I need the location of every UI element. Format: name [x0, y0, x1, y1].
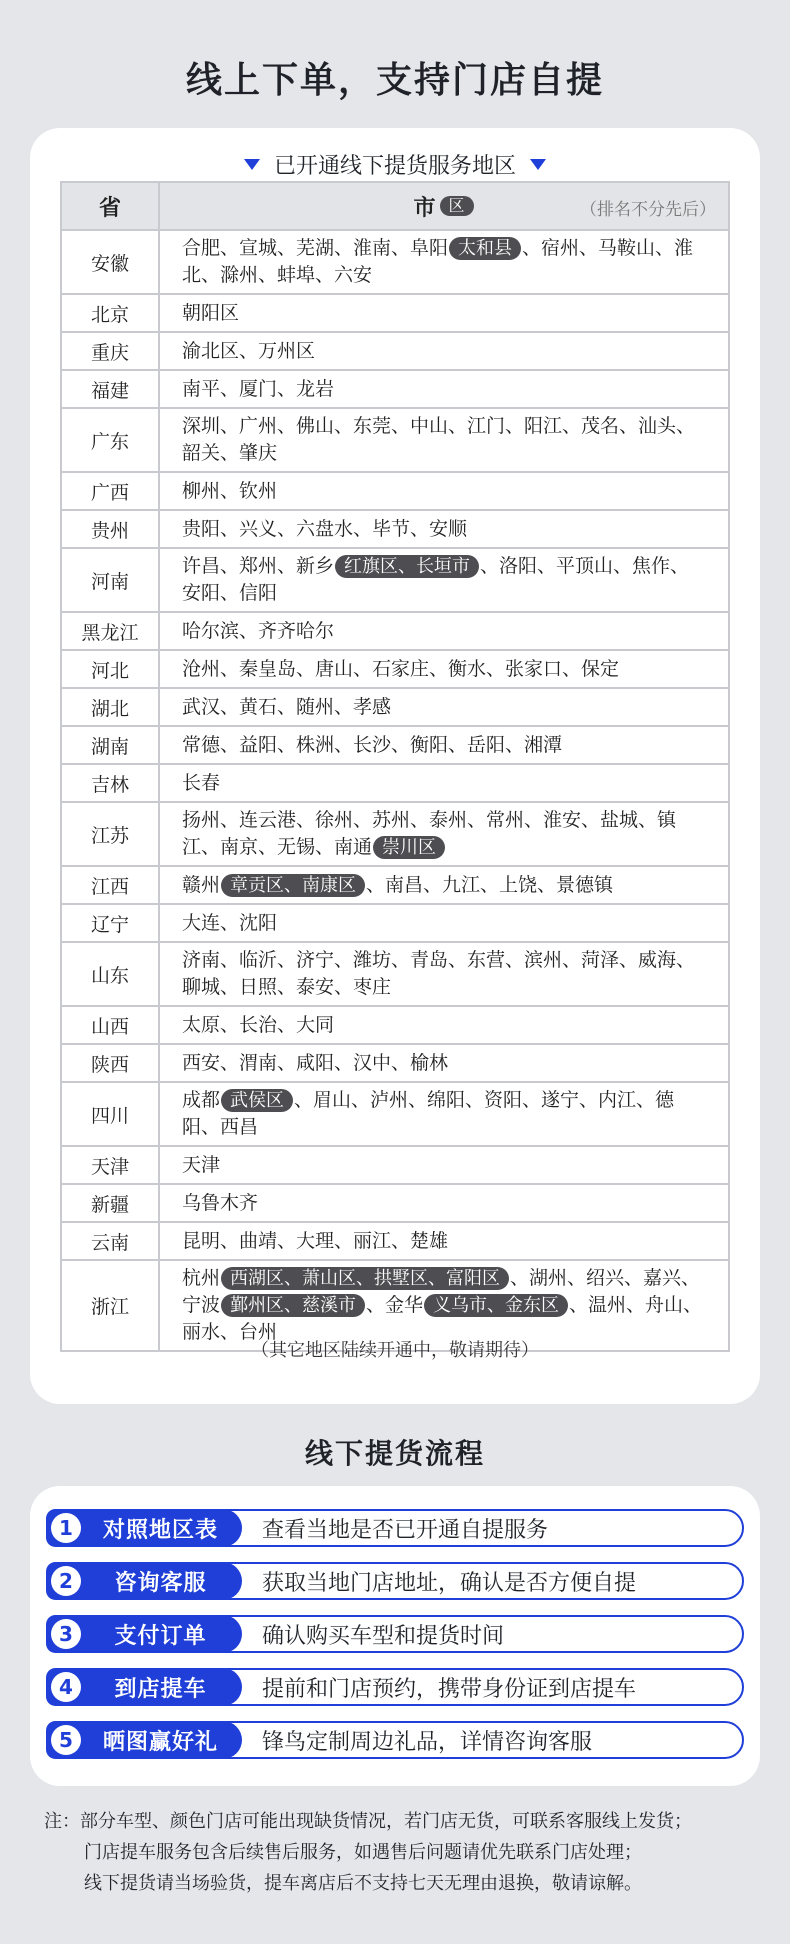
step-number: 2: [51, 1566, 81, 1596]
cities-cell: [159, 904, 729, 942]
cities-cell: [159, 510, 729, 548]
province-cell: 河北: [61, 650, 159, 688]
table-row: [61, 548, 729, 612]
process-step: [46, 1721, 744, 1759]
district-tag: 武侯区: [221, 1089, 293, 1112]
province-cell: 湖南: [61, 726, 159, 764]
province-cell: 北京: [61, 294, 159, 332]
district-tag: 义乌市、金东区: [424, 1294, 568, 1317]
step-number: 5: [51, 1725, 81, 1755]
province-cell: 广西: [61, 472, 159, 510]
table-row: [61, 1222, 729, 1260]
city-list-text: 常德、益阳、株洲、长沙、衡阳、岳阳、湘潭: [182, 733, 563, 756]
district-tag: 西湖区、萧山区、拱墅区、富阳区: [221, 1267, 509, 1290]
column-header-city-label: 市: [413, 195, 436, 221]
regions-table: [60, 181, 730, 1352]
city-list-text: 、温州、舟山、丽水、台州: [182, 1294, 703, 1343]
city-list-text: 、南昌、九江、上饶、景德镇: [366, 873, 614, 896]
cities-cell: [159, 230, 729, 294]
city-list-text: 武汉、黄石、随州、孝感: [182, 695, 392, 718]
province-cell: 安徽: [61, 230, 159, 294]
step-description: 提前和门店预约，携带身份证到店提车: [262, 1676, 637, 1702]
province-cell: 贵州: [61, 510, 159, 548]
city-list-text: 太原、长治、大同: [182, 1013, 335, 1036]
cities-cell: [159, 1044, 729, 1082]
step-description: 查看当地是否已开通自提服务: [262, 1517, 549, 1543]
city-list-text: 西安、渭南、咸阳、汉中、榆林: [182, 1051, 449, 1074]
province-cell: 江苏: [61, 802, 159, 866]
cities-cell: [159, 726, 729, 764]
province-cell: 新疆: [61, 1184, 159, 1222]
city-list-text: 成都: [182, 1089, 221, 1111]
process-step: [46, 1509, 744, 1547]
province-cell: 天津: [61, 1146, 159, 1184]
table-row: [61, 1006, 729, 1044]
district-tag: 章贡区、南康区: [221, 874, 365, 897]
table-row: [61, 688, 729, 726]
step-number: 4: [51, 1672, 81, 1702]
cities-cell: [159, 472, 729, 510]
province-cell: 浙江: [61, 1260, 159, 1351]
province-cell: 山东: [61, 942, 159, 1006]
cities-cell: [159, 1082, 729, 1146]
province-cell: 湖北: [61, 688, 159, 726]
regions-header: [30, 144, 760, 184]
province-cell: 陕西: [61, 1044, 159, 1082]
city-list-text: 天津: [182, 1153, 221, 1176]
city-list-text: 、眉山、泸州、绵阳、资阳、遂宁、内江、德阳、西昌: [182, 1089, 675, 1138]
city-list-text: 、金华: [366, 1294, 424, 1316]
city-list-text: 哈尔滨、齐齐哈尔: [182, 619, 335, 642]
city-list-text: 柳州、钦州: [182, 479, 278, 502]
cities-cell: [159, 688, 729, 726]
province-cell: 重庆: [61, 332, 159, 370]
regions-table-body: [61, 230, 729, 1351]
process-title: 线下提货流程: [304, 1437, 485, 1470]
table-row: [61, 1184, 729, 1222]
step-label: 支付订单: [114, 1623, 207, 1649]
order-note: （排名不分先后）: [580, 200, 716, 220]
table-row: [61, 650, 729, 688]
province-cell: 山西: [61, 1006, 159, 1044]
table-row: [61, 764, 729, 802]
province-cell: 吉林: [61, 764, 159, 802]
cities-cell: [159, 332, 729, 370]
step-tag: [46, 1721, 242, 1759]
cities-cell: [159, 370, 729, 408]
table-row: [61, 294, 729, 332]
step-tag: [46, 1562, 242, 1600]
table-row: [61, 332, 729, 370]
city-list-text: 沧州、秦皇岛、唐山、石家庄、衡水、张家口、保定: [182, 657, 620, 680]
district-tag: 崇川区: [373, 836, 445, 859]
step-label: 晒图赢好礼: [102, 1729, 218, 1755]
city-list-text: 昆明、曲靖、大理、丽江、楚雄: [182, 1229, 449, 1252]
step-description: 锋鸟定制周边礼品，详情咨询客服: [262, 1729, 593, 1755]
regions-card: [30, 128, 760, 1404]
table-row: [61, 370, 729, 408]
district-tag: 红旗区、长垣市: [335, 555, 479, 578]
district-tag: 鄞州区、慈溪市: [221, 1294, 365, 1317]
city-list-text: 济南、临沂、济宁、潍坊、青岛、东营、滨州、菏泽、威海、聊城、日照、泰安、枣庄: [182, 949, 696, 998]
note-line: 门店提车服务包含后续售后服务，如遇售后问题请优先联系门店处理；: [84, 1842, 642, 1863]
province-cell: 辽宁: [61, 904, 159, 942]
regions-footnote: （其它地区陆续开通中，敬请期待）: [251, 1340, 539, 1361]
city-list-text: 合肥、宣城、芜湖、淮南、阜阳: [182, 237, 449, 259]
city-list-text: 许昌、郑州、新乡: [182, 555, 335, 577]
city-list-text: 大连、沈阳: [182, 911, 278, 934]
table-row: [61, 904, 729, 942]
province-cell: 江西: [61, 866, 159, 904]
province-cell: 云南: [61, 1222, 159, 1260]
city-list-text: 渝北区、万州区: [182, 339, 316, 362]
process-card: [30, 1486, 760, 1786]
cities-cell: [159, 1184, 729, 1222]
table-row: [61, 802, 729, 866]
city-list-text: 朝阳区: [182, 301, 240, 324]
city-list-text: 、洛阳、平顶山、焦作、安阳、信阳: [182, 555, 690, 604]
city-list-text: 乌鲁木齐: [182, 1191, 259, 1214]
cities-cell: [159, 650, 729, 688]
city-list-text: 扬州、连云港、徐州、苏州、泰州、常州、淮安、盐城、镇江、南京、无锡、南通: [182, 809, 677, 858]
column-header-province: 省: [61, 182, 159, 230]
process-step: [46, 1668, 744, 1706]
step-number: 3: [51, 1619, 81, 1649]
province-cell: 福建: [61, 370, 159, 408]
province-cell: 广东: [61, 408, 159, 472]
cities-cell: [159, 1146, 729, 1184]
cities-cell: [159, 612, 729, 650]
city-list-text: 杭州: [182, 1267, 221, 1289]
note-line: 线下提货请当场验货，提车离店后不支持七天无理由退换，敬请谅解。: [84, 1873, 642, 1894]
triangle-down-icon: [244, 159, 260, 170]
step-tag: [46, 1509, 242, 1547]
table-row: [61, 408, 729, 472]
page-title: 线上下单，支持门店自提: [185, 60, 604, 101]
district-tag: 区: [440, 196, 474, 216]
cities-cell: [159, 548, 729, 612]
province-cell: 河南: [61, 548, 159, 612]
cities-cell: [159, 802, 729, 866]
district-tag: 太和县: [449, 237, 521, 260]
cities-cell: [159, 408, 729, 472]
table-row: [61, 510, 729, 548]
table-row: [61, 472, 729, 510]
city-list-text: 赣州: [182, 873, 221, 896]
cities-cell: [159, 764, 729, 802]
cities-cell: [159, 1006, 729, 1044]
table-row: [61, 866, 729, 904]
step-description: 确认购买车型和提货时间: [262, 1623, 505, 1649]
step-tag: [46, 1615, 242, 1653]
cities-cell: [159, 294, 729, 332]
city-list-text: 贵阳、兴义、六盘水、毕节、安顺: [182, 517, 468, 540]
cities-cell: [159, 866, 729, 904]
regions-header-label: 已开通线下提货服务地区: [273, 153, 516, 179]
triangle-down-icon: [530, 159, 546, 170]
cities-cell: [159, 942, 729, 1006]
column-header-city: [159, 182, 729, 230]
city-list-text: 、湖州、绍兴、嘉兴、宁波: [182, 1267, 701, 1316]
table-row: [61, 1082, 729, 1146]
table-row: [61, 942, 729, 1006]
table-row: [61, 1044, 729, 1082]
step-label: 咨询客服: [114, 1570, 207, 1596]
notes: [44, 1806, 764, 1899]
process-step: [46, 1615, 744, 1653]
step-label: 对照地区表: [102, 1517, 218, 1543]
step-tag: [46, 1668, 242, 1706]
table-row: [61, 612, 729, 650]
table-row: [61, 726, 729, 764]
city-list-text: 长春: [182, 771, 221, 794]
step-description: 获取当地门店地址，确认是否方便自提: [262, 1570, 637, 1596]
cities-cell: [159, 1222, 729, 1260]
process-step: [46, 1562, 744, 1600]
table-row: [61, 230, 729, 294]
city-list-text: 、宿州、马鞍山、淮北、滁州、蚌埠、六安: [182, 237, 694, 286]
table-row: [61, 1146, 729, 1184]
note-line: 注：部分车型、颜色门店可能出现缺货情况，若门店无货，可联系客服线上发货；: [44, 1811, 692, 1832]
city-list-text: 深圳、广州、佛山、东莞、中山、江门、阳江、茂名、汕头、韶关、肇庆: [182, 415, 696, 464]
step-label: 到店提车: [114, 1676, 207, 1702]
province-cell: 黑龙江: [61, 612, 159, 650]
city-list-text: 南平、厦门、龙岩: [182, 377, 335, 400]
step-number: 1: [51, 1513, 81, 1543]
province-cell: 四川: [61, 1082, 159, 1146]
